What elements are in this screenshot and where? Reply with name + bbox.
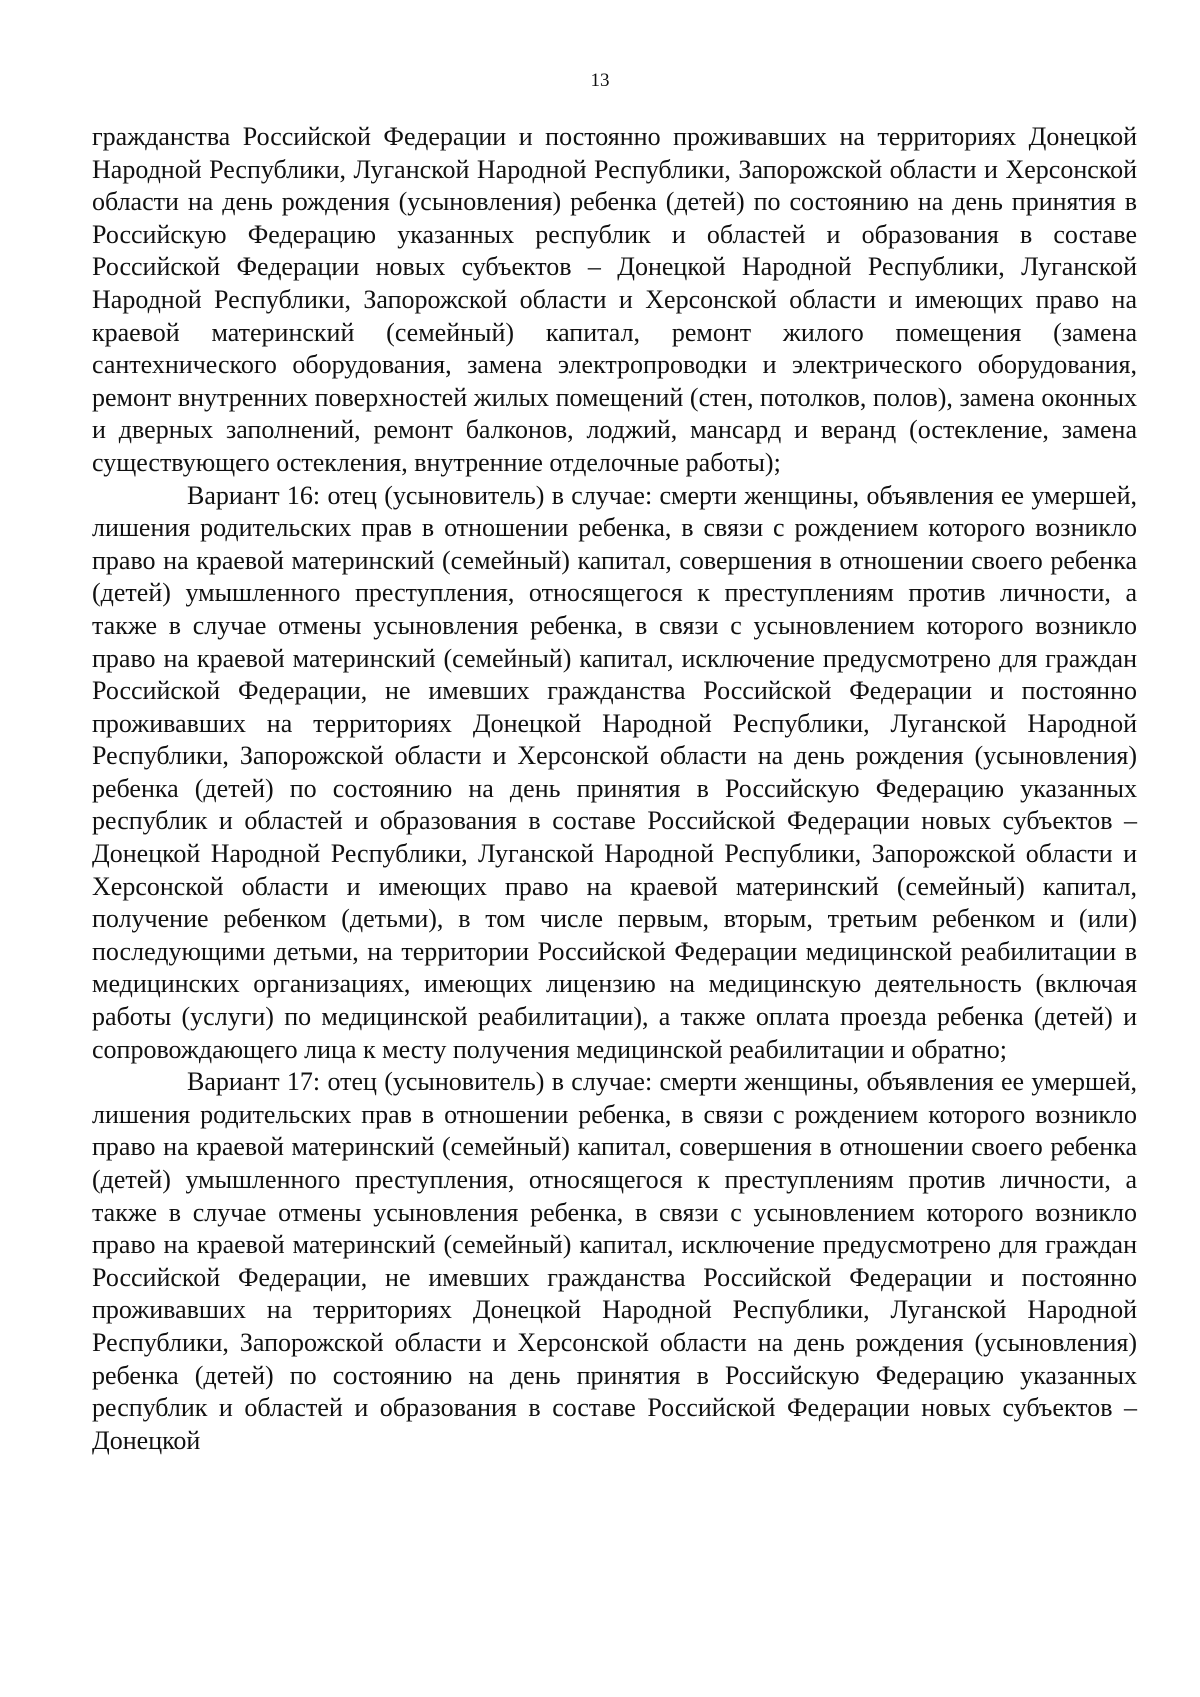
document-body [92, 121, 1137, 1457]
paragraph-variant-16: Вариант 16: отец (усыновитель) в случае: смерти женщины, объявления ее умершей, лишения родительских прав в отношении ребенка, в связи с рождением которого возникло право на краевой материнский (семейный) капитал, совершения в отношении своего ребенка (детей) умышленного преступления, относящегося к преступлениям против личности, а также в случае отмены усыновления ребенка, в связи с усыновлением которого возникло право на краевой материнский (семейный) капитал, исключение предусмотрено для граждан Российской Федерации, не имевших гражданства Российской Федерации и постоянно проживавших на территориях Донецкой Народной Республики, Луганской Народной Республики, Запорожской области и Херсонской области на день рождения (усыновления) ребенка (детей) по состоянию на день принятия в Российскую Федерацию указанных республик и областей и образования в составе Российской Федерации новых субъектов – Донецкой Народной Республики, Луганской Народной Республики, Запорожской области и Херсонской области и имеющих право на краевой материнский (семейный) капитал, получение ребенком (детьми), в том числе первым, вторым, третьим ребенком и (или) последующими детьми, на территории Российской Федерации медицинской реабилитации в медицинских организациях, имеющих лицензию на медицинскую деятельность (включая работы (услуги) по медицинской реабилитации), а также оплата проезда ребенка (детей) и сопровождающего лица к месту получения медицинской реабилитации и обратно; [92, 480, 1137, 1064]
paragraph-continuation: гражданства Российской Федерации и постоянно проживавших на территориях Донецкой Народной Республики, Луганской Народной Республики, Запорожской области и Херсонской области на день рождения (усыновления) ребенка (детей) по состоянию на день принятия в Российскую Федерацию указанных республик и областей и образования в составе Российской Федерации новых субъектов – Донецкой Народной Республики, Луганской Народной Республики, Запорожской области и Херсонской области и имеющих право на краевой материнский (семейный) капитал, ремонт жилого помещения (замена сантехнического оборудования, замена электропроводки и электрического оборудования, ремонт внутренних поверхностей жилых помещений (стен, потолков, полов), замена оконных и дверных заполнений, ремонт балконов, лоджий, мансард и веранд (остекление, замена существующего остекления, внутренние отделочные работы); [92, 122, 1137, 477]
paragraph-variant-17: Вариант 17: отец (усыновитель) в случае: смерти женщины, объявления ее умершей, лишения родительских прав в отношении ребенка, в связи с рождением которого возникло право на краевой материнский (семейный) капитал, совершения в отношении своего ребенка (детей) умышленного преступления, относящегося к преступлениям против личности, а также в случае отмены усыновления ребенка, в связи с усыновлением которого возникло право на краевой материнский (семейный) капитал, исключение предусмотрено для граждан Российской Федерации, не имевших гражданства Российской Федерации и постоянно проживавших на территориях Донецкой Народной Республики, Луганской Народной Республики, Запорожской области и Херсонской области на день рождения (усыновления) ребенка (детей) по состоянию на день принятия в Российскую Федерацию указанных республик и областей и образования в составе Российской Федерации новых субъектов – Донецкой [92, 1067, 1137, 1455]
page-number: 13 [590, 70, 610, 91]
